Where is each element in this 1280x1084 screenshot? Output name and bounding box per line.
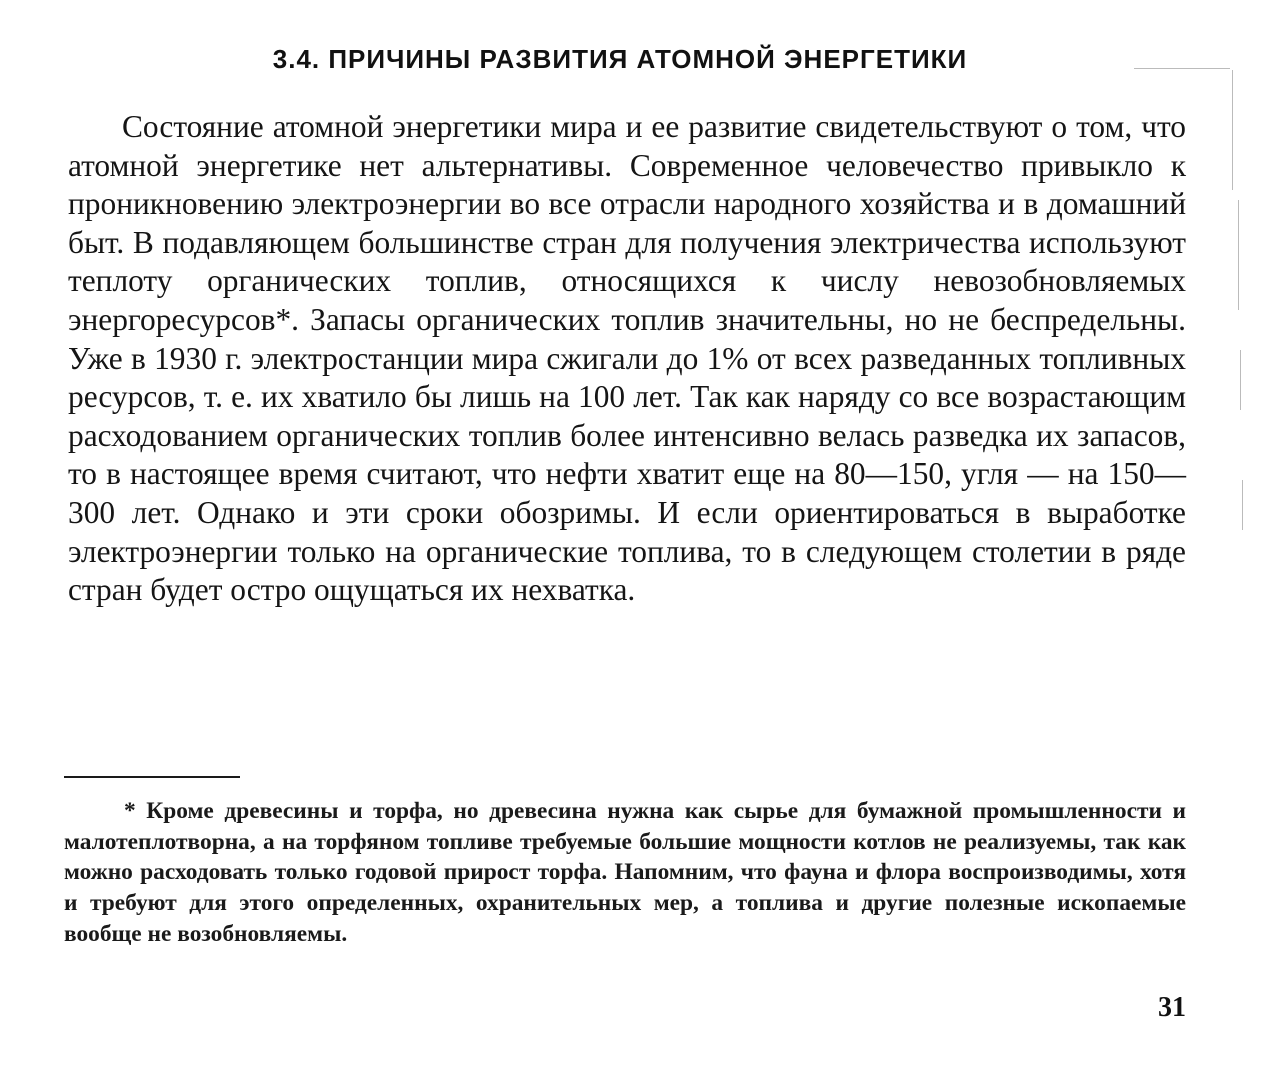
footnote-separator [64,776,240,778]
section-heading: 3.4. ПРИЧИНЫ РАЗВИТИЯ АТОМНОЙ ЭНЕРГЕТИКИ [272,44,968,74]
scan-edge-artifact [1242,480,1243,530]
scan-edge-artifact [1232,70,1233,190]
scan-edge-artifact [1134,68,1230,69]
body-paragraph: Состояние атомной энергетики мира и ее развитие свидетельствуют о том, что атомной энергетике нет альтернативы. Современное человечество привыкло к проникновению электроэнергии во все отрасли народного хозяйства и в домашний быт. В подавляющем большинстве стран для получения электричества используют теплоту органических топлив, относящихся к числу невозобновляемых энергоресурсов*. Запасы органических топлив значительны, но не беспредельны. Уже в 1930 г. электростанции мира сжигали до 1% от всех разведанных топливных ресурсов, т. е. их хватило бы лишь на 100 лет. Так как наряду со все возрастающим расходованием органических топлив более интенсивно велась разведка их запасов, то в настоящее время считают, что нефти хватит еще на 80—150, угля — на 150—300 лет. Однако и эти сроки обозримы. И если ориентироваться в выработке электроэнергии только на органические топлива, то в следующем столетии в ряде стран будет остро ощущаться их нехватка. [68,109,1186,608]
scan-edge-artifact [1240,350,1241,410]
footnote: * Кроме древесины и торфа, но древесина нужна как сырье для бумажной промышленности и малотеплотворна, а на торфяном топливе требуемые большие мощности котлов не реализуемы, так как можно расходовать только годовой прирост торфа. Напомним, что фауна и флора воспроизводимы, хотя и требуют для этого определенных, охранительных мер, а топлива и другие полезные ископаемые вообще не возобновляемы. [64,798,1186,947]
scan-edge-artifact [1238,200,1239,310]
page-number: 31 [1158,992,1186,1023]
